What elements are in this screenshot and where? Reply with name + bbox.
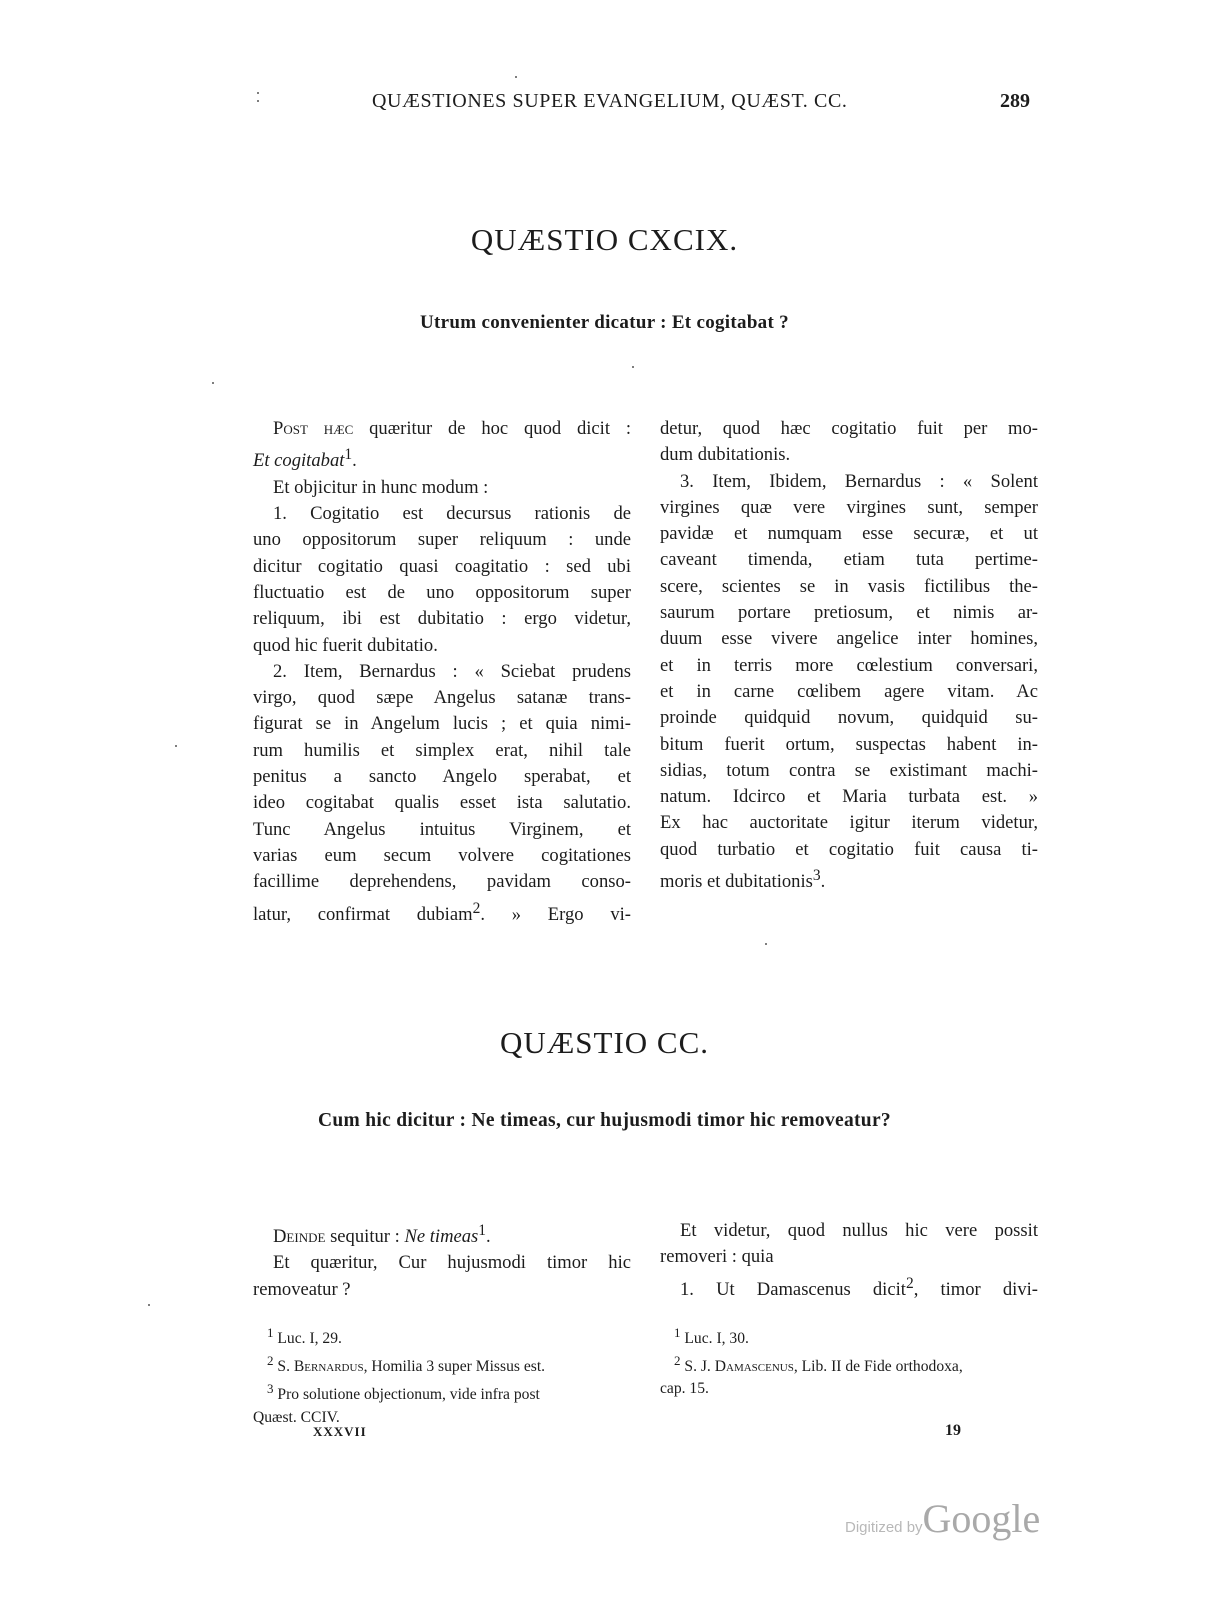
text-line: et in carne cœlibem agere vitam. Ac [660,680,1038,702]
text-line: Deinde sequitur : Ne timeas$^1$. [273,1222,491,1248]
text-line: reliquum, ibi est dubitatio : ergo videtur, [253,608,631,630]
footnote-ref: 1 [344,446,353,464]
footnotes-left [253,1322,633,1429]
citation-italic: Ne timeas [404,1226,479,1248]
text-line: quod hic fuerit dubitatio. [253,634,438,656]
text-line: caveant timenda, etiam tuta pertime- [660,549,1038,571]
footnote-ref: 2 [472,899,481,917]
text-line: detur, quod hæc cogitatio fuit per mo- [660,418,1038,439]
text-line: Et quæritur, Cur hujusmodi timor hic [273,1252,631,1274]
text-line: Et videtur, quod nullus hic vere possit [680,1220,1038,1241]
footnote: $^1$ Luc. I, 29. [267,1325,342,1348]
q200-left-column [253,1218,631,1303]
google-logo-text: Google [922,1496,1041,1541]
quaestio-cxcix-title: QUÆSTIO CXCIX. [470,222,739,257]
watermark-small-text: Digitized by [845,1519,923,1536]
text-line: sidias, totum contra se existimant machi- [660,759,1038,781]
text-line: natum. Idcirco et Maria turbata est. » [660,786,1038,808]
footnote-ref: 3 [812,867,821,885]
initial-small-caps: Deinde [273,1226,326,1248]
footnote-continuation: cap. 15. [660,1380,709,1398]
q199-right-column [660,416,1038,896]
text-line: bitum fuerit ortum, suspectas habent in- [660,733,1038,755]
footnote-mark: 1 [267,1325,274,1340]
digitized-by-google-watermark [845,1495,1040,1542]
text-line: Et objicitur in hunc modum : [273,476,489,498]
text-line: dicitur cogitatio quasi coagitatio : sed ubi [253,555,631,577]
initial-small-caps: Post hæc [273,418,354,439]
footnote: $^3$ Pro solutione objectionum, vide infra post [267,1381,540,1404]
text-line: Ex hac auctoritate igitur iterum videtur, [660,812,1038,834]
scan-speck [212,382,214,384]
text-line: Tunc Angelus intuitus Virginem, et [253,818,631,840]
citation-italic: Et cogitabat [253,450,345,472]
text-line: removeri : quia [660,1246,774,1268]
text-line: rum humilis et simplex erat, nihil tale [253,739,631,761]
text-line: et in terris more cœlestium conversari, [660,654,1038,676]
footnote-mark: 2 [267,1353,274,1369]
text-line: virgines quæ vere virgines sunt, semper [660,496,1038,518]
q200-right-column [660,1218,1038,1303]
quaestio-cc-title: QUÆSTIO CC. [499,1025,710,1060]
footnote-mark: 1 [674,1325,681,1340]
scan-speck [175,745,177,747]
text-line: proinde quidquid novum, quidquid su- [660,707,1038,729]
footnote: $^2$ S. J. Damascenus, Lib. II de Fide orthodoxa, [674,1353,963,1376]
quaestio-cc-subtitle: Cum hic dicitur : Ne timeas, cur hujusmodi timor hic removeatur? [318,1110,891,1131]
text-line: moris et dubitationis$^3$. [660,867,826,893]
text-line: pavidæ et numquam esse securæ, et ut [660,523,1038,545]
text-line: quod turbatio et cogitatio fuit causa ti- [660,838,1038,860]
author-small-caps: Bernardus [293,1358,364,1376]
footnote-ref: 1 [478,1222,487,1239]
scan-speck [632,366,634,368]
footnote-continuation: Quæst. CCIV. [253,1408,340,1426]
page-number: 289 [1000,90,1030,112]
scan-speck [148,1304,150,1306]
scan-speck [257,100,259,102]
text-line: 1. Ut Damascenus dicit$^2$, timor divi- [680,1274,1038,1300]
footnotes-right [660,1322,1040,1400]
text-line: scere, scientes se in vasis fictilibus the- [660,575,1038,597]
signature-mark: XXXVII [313,1424,367,1439]
text-line: varias eum secum volvere cogitationes [253,844,631,866]
running-title: QUÆSTIONES SUPER EVANGELIUM, QUÆST. CC. [372,90,848,112]
text-line: uno oppositorum super reliquum : unde [253,529,631,551]
text-line: Et cogitabat$^1$. [253,446,357,472]
text-line: dum dubitationis. [660,444,791,466]
text-line: figurat se in Angelum lucis ; et quia nimi- [253,713,631,735]
sheet-number: 19 [945,1422,961,1439]
scan-speck [515,76,517,78]
scan-speck [765,943,767,945]
text-line: latur, confirmat dubiam$^2$. » Ergo vi- [253,899,632,925]
footnote-ref: 2 [905,1274,914,1292]
text-line: 3. Item, Ibidem, Bernardus : « Solent [680,470,1038,492]
footnote-mark: 2 [674,1353,681,1369]
footnote: $^1$ Luc. I, 30. [674,1325,749,1348]
text-line: ideo cogitabat qualis esset ista salutatio. [253,792,631,814]
text-line: duum esse vivere angelice inter homines, [660,628,1038,650]
scan-speck [257,92,259,94]
footnote: $^2$ S. Bernardus, Homilia 3 super Missus est. [267,1353,546,1376]
text-line: facillime deprehendens, pavidam conso- [253,871,631,893]
q199-left-column [253,416,631,928]
text-line: removeatur ? [253,1278,351,1300]
text-line: fluctuatio est de uno oppositorum super [253,581,631,603]
text-line: 1. Cogitatio est decursus rationis de [273,503,631,525]
author-small-caps: Damascenus [714,1358,794,1376]
text-line: saurum portare pretiosum, et nimis ar- [660,602,1038,624]
text-line: 2. Item, Bernardus : « Sciebat prudens [273,660,631,682]
quaestio-cxcix-subtitle: Utrum convenienter dicatur : Et cogitabat ? [420,312,789,333]
footnote-mark: 3 [267,1381,274,1397]
text-line: penitus a sancto Angelo sperabat, et [253,766,631,788]
text-line: Post hæc quæritur de hoc quod dicit : [273,418,631,439]
text-line: virgo, quod sæpe Angelus satanæ trans- [253,687,631,709]
